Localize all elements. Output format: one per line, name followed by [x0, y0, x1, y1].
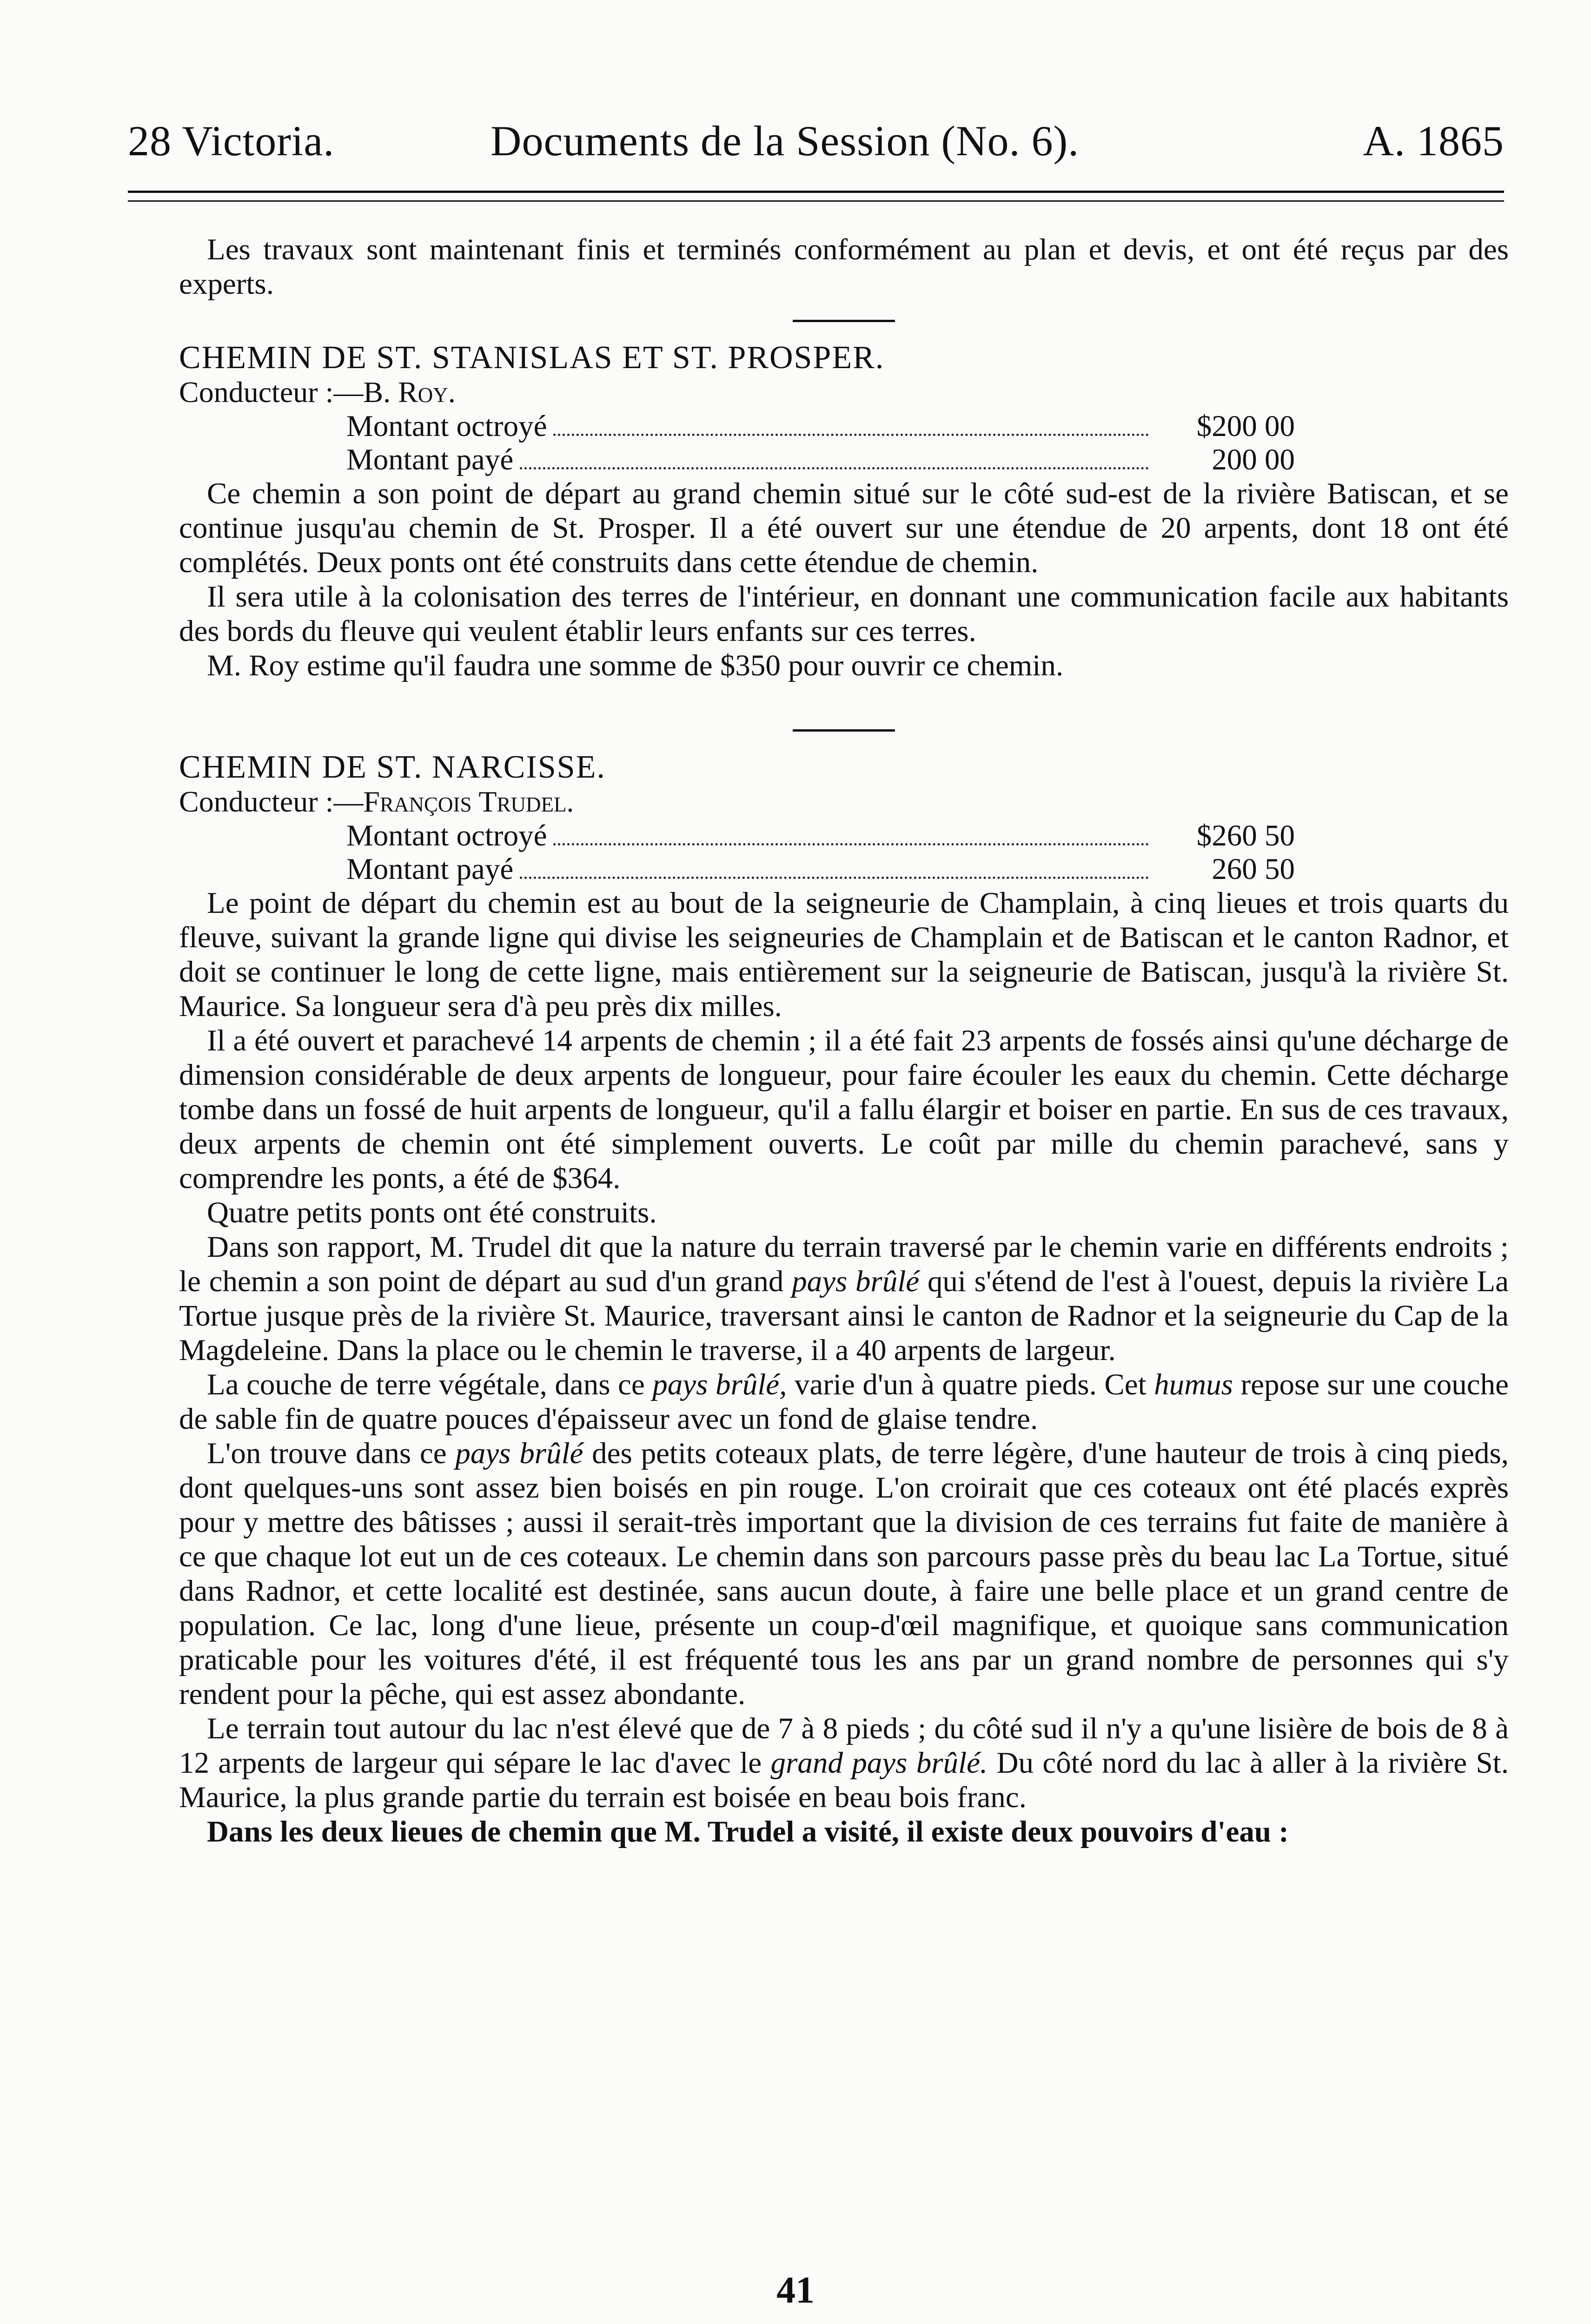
- text-run: qui s'étend de l'est à l'ouest, depuis la rivière La Tortue jusque près de la rivière St. Maurice, traversant ainsi le canton de Radnor et la seigneurie du Cap de la Magdeleine. Dans la place ou le chemin le traverse, il a 40 arpents de largeur.: [179, 1265, 1509, 1367]
- italic-term: pays brûlé: [455, 1437, 583, 1470]
- amount-value: $260 50: [1196, 819, 1295, 852]
- conductor-line: [179, 785, 1509, 819]
- amount-label: Montant payé: [346, 443, 514, 476]
- body-paragraph: Dans les deux lieues de chemin que M. Trudel a visité, il existe deux pouvoirs d'eau :: [207, 1815, 1289, 1849]
- intro-paragraph: Les travaux sont maintenant finis et terminés conformément au plan et devis, et ont été reçus par des experts.: [179, 233, 1509, 301]
- section-divider: [793, 320, 895, 322]
- conductor-line: [179, 375, 1509, 409]
- italic-term: humus: [1154, 1368, 1233, 1401]
- body-paragraph: [179, 1230, 1509, 1367]
- section-st-stanislas: [179, 341, 1509, 683]
- page-body: [179, 232, 1509, 1849]
- text-run: Du côté nord du lac à aller à la rivière St. Maurice, la plus grande partie du terrain est boisée en beau bois franc.: [179, 1746, 1509, 1814]
- italic-term: pays brûlé,: [652, 1368, 787, 1401]
- conductor-name: B. Roy.: [363, 376, 456, 409]
- amount-value: $200 00: [1196, 409, 1295, 443]
- header-volume: 28 Victoria.: [128, 117, 335, 165]
- body-paragraph: [179, 1436, 1509, 1711]
- conductor-name: François Trudel.: [363, 785, 574, 818]
- amount-label: Montant octroyé: [346, 819, 547, 852]
- amount-label: Montant octroyé: [346, 409, 547, 443]
- amount-row: [346, 852, 1295, 886]
- header-rule: [128, 191, 1504, 202]
- amount-row: [346, 409, 1295, 443]
- text-run: varie d'un à quatre pieds. Cet: [787, 1368, 1154, 1401]
- running-header: [128, 116, 1504, 177]
- amount-row: [346, 819, 1295, 852]
- section-title: CHEMIN DE ST. STANISLAS ET ST. PROSPER.: [179, 340, 885, 376]
- body-paragraph: Le point de départ du chemin est au bout de la seigneurie de Champlain, à cinq lieues et trois quarts du fleuve, suivant la grande ligne qui divise les seigneuries de Champlain et de Batiscan et le canton Radnor, et doit se continuer le long de cette ligne, mais entièrement sur la seigneurie de Batiscan, jusqu'à la rivière St. Maurice. Sa longueur sera d'à peu près dix milles.: [179, 886, 1509, 1023]
- header-year: A. 1865: [1363, 117, 1504, 165]
- body-paragraph: [179, 1711, 1509, 1815]
- amount-value: 200 00: [1212, 443, 1295, 476]
- dot-leader: [553, 843, 1149, 845]
- text-run: La couche de terre végétale, dans ce: [207, 1368, 653, 1401]
- section-title: CHEMIN DE ST. NARCISSE.: [179, 749, 606, 785]
- page-number: 41: [776, 2269, 815, 2311]
- dot-leader: [520, 467, 1149, 469]
- text-run: L'on trouve dans ce: [207, 1437, 456, 1470]
- section-divider: [793, 729, 895, 732]
- text-run: repose sur une couche de sable fin de quatre pouces d'épaisseur avec un fond de glaise tendre.: [179, 1368, 1509, 1436]
- dot-leader: [553, 434, 1149, 436]
- dot-leader: [520, 877, 1149, 879]
- text-run: Dans son rapport, M. Trudel dit que la nature du terrain traversé par le chemin varie en différents endroits ; le chemin a son point de départ au sud d'un grand: [179, 1230, 1509, 1298]
- amount-value: 260 50: [1212, 852, 1295, 886]
- conductor-label: Conducteur :—: [179, 376, 364, 409]
- body-paragraph: [179, 1367, 1509, 1436]
- header-title: Documents de la Session (No. 6).: [491, 117, 1080, 165]
- body-paragraph: Quatre petits ponts ont été construits.: [207, 1196, 657, 1229]
- body-paragraph: M. Roy estime qu'il faudra une somme de $350 pour ouvrir ce chemin.: [207, 649, 1064, 682]
- body-paragraph: Ce chemin a son point de départ au grand chemin situé sur le côté sud-est de la rivière Batiscan, et se continue jusqu'au chemin de St. Prosper. Il a été ouvert sur une étendue de 20 arpents, dont 18 ont été complétés. Deux ponts ont été construits dans cette étendue de chemin.: [179, 477, 1509, 579]
- text-run: Le terrain tout autour du lac n'est élevé que de 7 à 8 pieds ; du côté sud il n'y a qu'une lisière de bois de 8 à 12 arpents de largeur qui sépare le lac d'avec le: [179, 1712, 1509, 1780]
- amount-label: Montant payé: [346, 852, 514, 886]
- italic-term: pays brûlé: [792, 1265, 920, 1298]
- body-paragraph: Il a été ouvert et parachevé 14 arpents de chemin ; il a été fait 23 arpents de fossés ainsi qu'une décharge de dimension considérable de deux arpents de longueur, pour faire écouler les eaux du chemin. Cette décharge tombe dans un fossé de huit arpents de longueur, qu'il a fallu élargir et boiser en partie. En sus de ces travaux, deux arpents de chemin ont été simplement ouverts. Le coût par mille du chemin parachevé, sans y comprendre les ponts, a été de $364.: [179, 1024, 1509, 1195]
- amount-row: [346, 443, 1295, 476]
- conductor-label: Conducteur :—: [179, 785, 364, 818]
- section-st-narcisse: [179, 750, 1509, 1849]
- italic-term: grand pays brûlé.: [770, 1746, 988, 1780]
- text-run: des petits coteaux plats, de terre légère, d'une hauteur de trois à cinq pieds, dont quelques-uns sont assez bien boisés en pin rouge. L'on croirait que ces coteaux ont été placés exprès pour y mettre des bâtisses ; aussi il serait-très important que la division de ces terrains fut faite de manière à ce que chaque lot eut un de ces coteaux. Le chemin dans son parcours passe près du beau lac La Tortue, situé dans Radnor, et cette localité est destinée, sans aucun doute, à faire une belle place et un grand centre de population. Ce lac, long d'une lieue, présente un coup-d'œil magnifique, et quoique sans communication praticable pour les voitures d'été, il est fréquenté tous les ans par un grand nombre de personnes qui s'y rendent pour la pêche, qui est assez abondante.: [179, 1437, 1509, 1711]
- body-paragraph: Il sera utile à la colonisation des terres de l'intérieur, en donnant une communication facile aux habitants des bords du fleuve qui veulent établir leurs enfants sur ces terres.: [179, 580, 1509, 648]
